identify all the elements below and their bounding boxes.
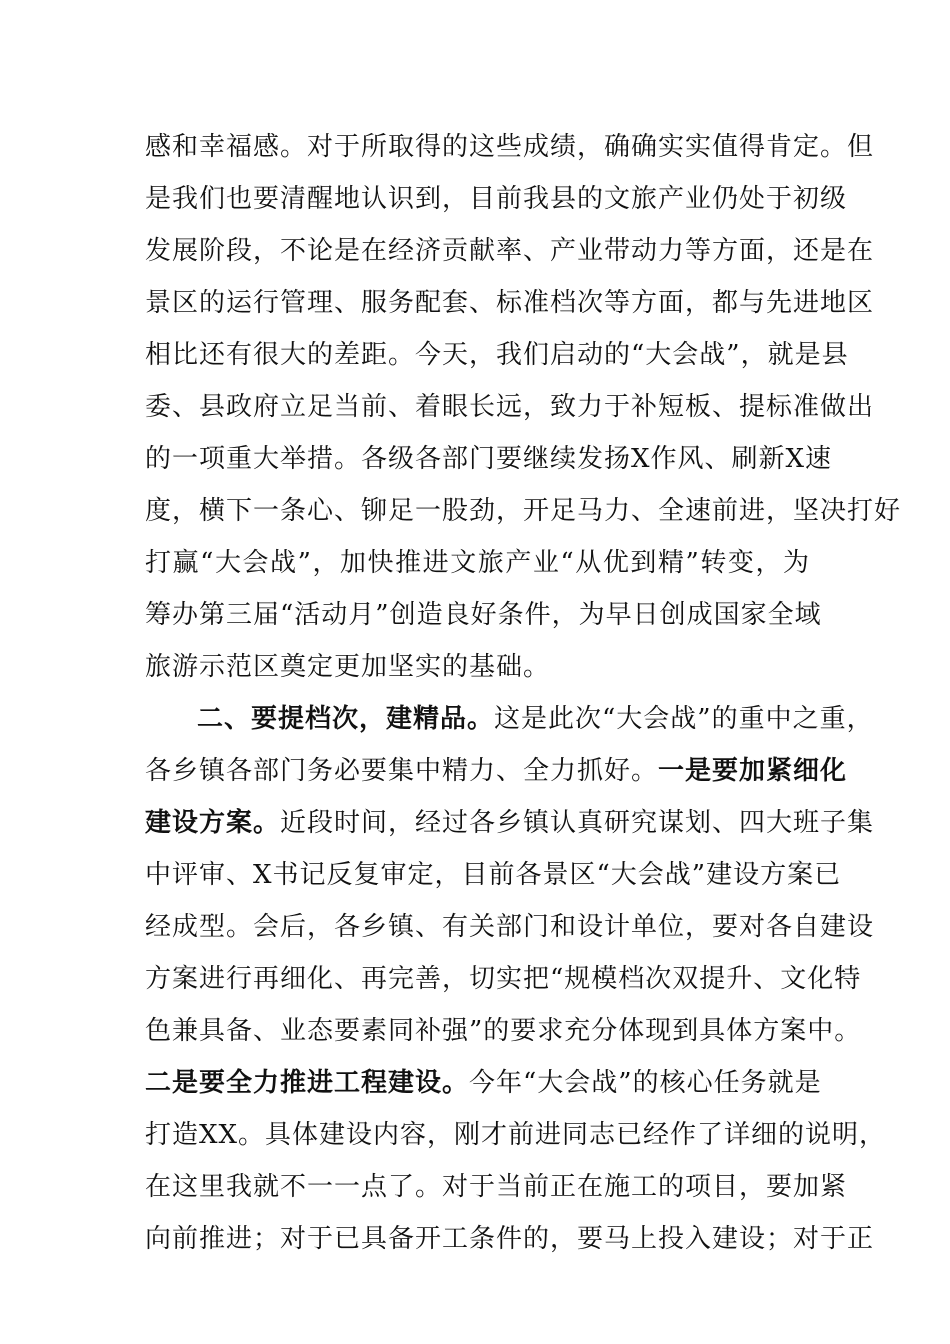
text-run: 近段时间，经过各乡镇认真研究谋划、四大班子集 (280, 808, 875, 838)
point-heading: 二是要全力推进工程建设。 (145, 1068, 470, 1098)
paragraph2-line: 向前推进；对于已具备开工条件的，要马上投入建设；对于正 (145, 1224, 875, 1254)
paragraph2-line: 经成型。会后，各乡镇、有关部门和设计单位，要对各自建设 (145, 912, 875, 942)
paragraph2-line (145, 700, 874, 738)
paragraph2-line (145, 804, 875, 842)
paragraph2-line: 色兼具备、业态要素同补强”的要求充分体现到具体方案中。 (145, 1016, 862, 1046)
point-heading: 建设方案。 (145, 808, 281, 838)
paragraph2-line (145, 1064, 822, 1102)
section-heading: 二、要提档次，建精品。 (197, 704, 495, 734)
paragraph1-line: 委、县政府立足当前、着眼长远，致力于补短板、提标准做出 (145, 392, 875, 422)
paragraph1-line: 度，横下一条心、铆足一股劲，开足马力、全速前进，坚决打好 (145, 496, 902, 526)
text-run: 各乡镇各部门务必要集中精力、全力抓好。 (145, 756, 659, 786)
paragraph1-line: 发展阶段，不论是在经济贡献率、产业带动力等方面，还是在 (145, 236, 875, 266)
text-run: 这是此次“大会战”的重中之重， (494, 704, 874, 734)
paragraph1-line: 感和幸福感。对于所取得的这些成绩，确确实实值得肯定。但 (145, 132, 875, 162)
paragraph2-line: 在这里我就不一一点了。对于当前正在施工的项目，要加紧 (145, 1172, 848, 1202)
paragraph1-line: 打赢“大会战”，加快推进文旅产业“从优到精”转变，为 (145, 548, 810, 578)
paragraph1-line: 筹办第三届“活动月”创造良好条件，为早日创成国家全域 (145, 600, 822, 630)
paragraph1-line: 相比还有很大的差距。今天，我们启动的“大会战”，就是县 (145, 340, 849, 370)
text-run: 今年“大会战”的核心任务就是 (469, 1068, 822, 1098)
paragraph2-line: 方案进行再细化、再完善，切实把“规模档次双提升、文化特 (145, 964, 862, 994)
paragraph1-line: 是我们也要清醒地认识到，目前我县的文旅产业仍处于初级 (145, 184, 848, 214)
paragraph1-line: 旅游示范区奠定更加坚实的基础。 (145, 652, 551, 682)
paragraph2-line (145, 752, 848, 790)
paragraph1-line: 景区的运行管理、服务配套、标准档次等方面，都与先进地区 (145, 288, 875, 318)
paragraph1-line: 的一项重大举措。各级各部门要继续发扬X作风、刷新X速 (145, 444, 833, 474)
point-heading: 一是要加紧细化 (658, 756, 848, 786)
paragraph2-line: 打造XX。具体建设内容，刚才前进同志已经作了详细的说明， (145, 1120, 887, 1150)
paragraph2-line: 中评审、X书记反复审定，目前各景区“大会战”建设方案已 (145, 860, 842, 890)
